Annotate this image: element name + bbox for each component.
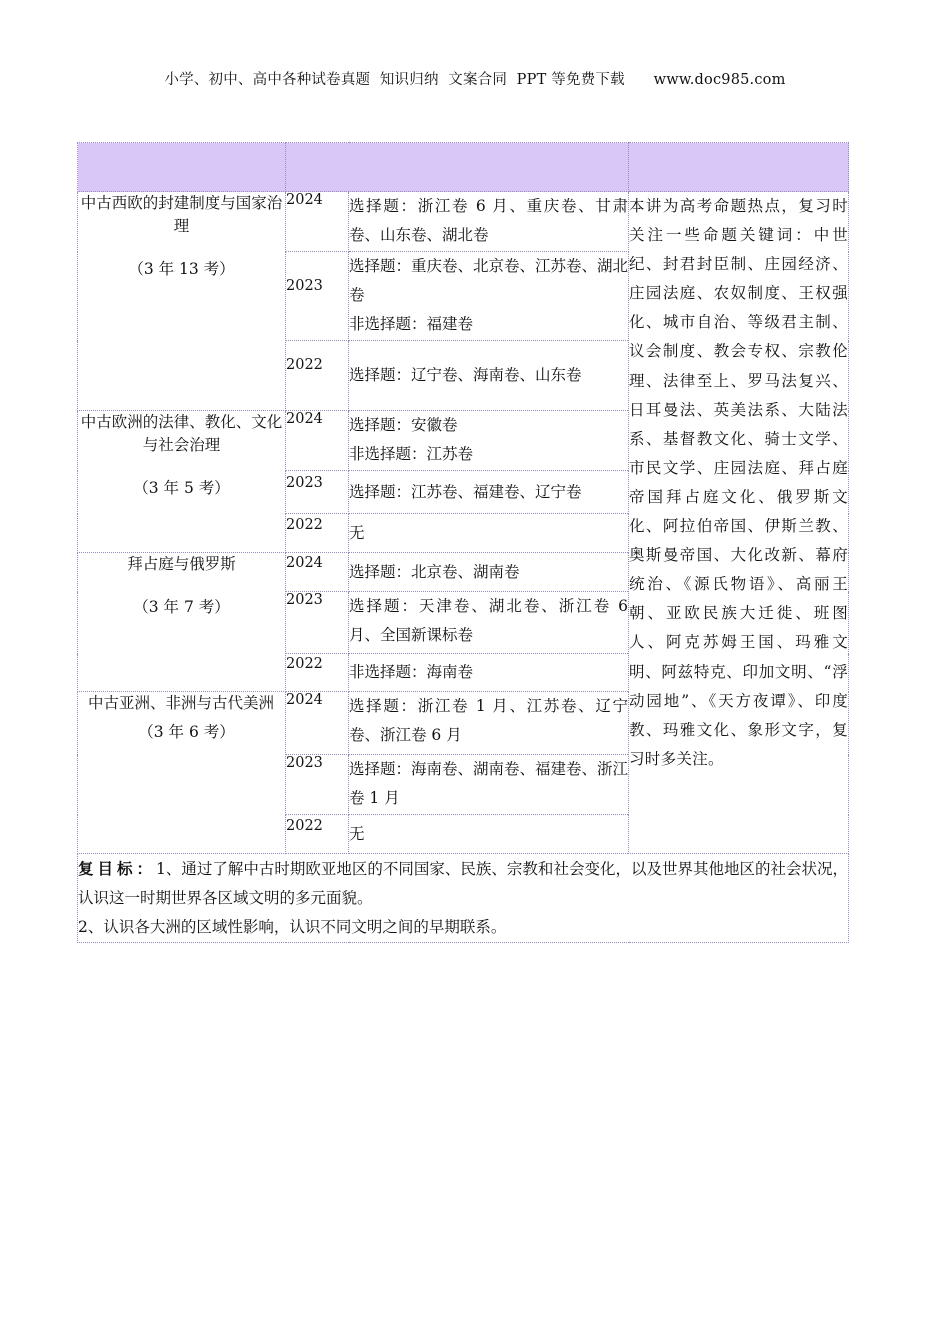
header-cell-keywords <box>629 143 849 192</box>
detail-cell <box>349 592 629 654</box>
year-cell: 2024 <box>286 192 349 252</box>
table-header-row <box>78 143 849 192</box>
goal-item: 1、通过了解中古时期欧亚地区的不同国家、民族、宗教和社会变化，以及世界其他地区的社会状况，认识这一时期世界各区域文明的多元面貌。 <box>78 860 848 907</box>
year-cell: 2022 <box>286 815 349 854</box>
detail-cell <box>349 411 629 471</box>
detail-cell <box>349 514 629 553</box>
topic-cell <box>78 553 286 692</box>
topic-cell <box>78 192 286 411</box>
goals-row <box>78 854 849 943</box>
topic-name: 中古西欧的封建制度与国家治理 <box>80 194 283 235</box>
detail-cell <box>349 815 629 854</box>
detail-line: 选择题：海南卷、湖南卷、福建卷、浙江卷 1 月 <box>349 760 629 807</box>
year-cell: 2024 <box>286 553 349 592</box>
detail-line: 非选择题：福建卷 <box>349 315 474 333</box>
topic-count: （3 年 5 考） <box>133 479 230 497</box>
topic-cell <box>78 411 286 553</box>
detail-line: 无 <box>349 824 365 843</box>
detail-line: 非选择题：海南卷 <box>349 663 474 681</box>
detail-cell <box>349 692 629 755</box>
detail-cell <box>349 341 629 411</box>
year-cell: 2024 <box>286 411 349 471</box>
detail-line: 选择题：重庆卷、北京卷、江苏卷、湖北卷 <box>349 257 629 304</box>
detail-line: 选择题：浙江卷 6 月、重庆卷、甘肃卷、山东卷、湖北卷 <box>349 197 628 244</box>
detail-line: 选择题：天津卷、湖北卷、浙江卷 6 月、全国新课标卷 <box>349 597 628 644</box>
detail-line: 选择题：安徽卷 <box>349 416 458 434</box>
year-cell: 2023 <box>286 471 349 514</box>
year-cell: 2022 <box>286 341 349 411</box>
goal-item: 2、认识各大洲的区域性影响，认识不同文明之间的早期联系。 <box>78 918 507 936</box>
year-cell: 2022 <box>286 654 349 692</box>
header-cell-exams <box>286 143 629 192</box>
goals-label: 复目标： <box>78 859 157 878</box>
detail-cell <box>349 252 629 341</box>
topic-name: 拜占庭与俄罗斯 <box>127 555 236 573</box>
detail-cell <box>349 755 629 815</box>
topic-cell <box>78 692 286 854</box>
exam-analysis-table <box>77 142 849 943</box>
detail-line: 选择题：江苏卷、福建卷、辽宁卷 <box>349 482 582 501</box>
table-row <box>78 192 849 252</box>
year-cell: 2023 <box>286 252 349 341</box>
year-cell: 2022 <box>286 514 349 553</box>
detail-cell <box>349 471 629 514</box>
detail-line: 选择题：辽宁卷、海南卷、山东卷 <box>349 366 582 384</box>
year-cell: 2024 <box>286 692 349 755</box>
year-cell: 2023 <box>286 755 349 815</box>
year-cell: 2023 <box>286 592 349 654</box>
topic-name: 中古欧洲的法律、教化、文化与社会治理 <box>80 413 283 454</box>
detail-cell <box>349 654 629 692</box>
topic-name: 中古亚洲、非洲与古代美洲 <box>88 694 275 712</box>
topic-count: （3 年 13 考） <box>128 260 235 278</box>
detail-line: 非选择题：江苏卷 <box>349 445 474 463</box>
detail-line: 选择题：北京卷、湖南卷 <box>349 562 520 581</box>
header-cell-topic <box>78 143 286 192</box>
detail-line: 选择题：浙江卷 1 月、江苏卷、辽宁卷、浙江卷 6 月 <box>349 697 628 744</box>
detail-line: 无 <box>349 523 365 542</box>
topic-count: （3 年 7 考） <box>133 598 230 616</box>
topic-count: （3 年 6 考） <box>138 723 235 741</box>
page-header: 小学、初中、高中各种试卷真题 知识归纳 文案合同 PPT 等免费下载 www.doc985.com <box>164 72 786 88</box>
detail-cell <box>349 553 629 592</box>
goals-cell <box>78 854 849 943</box>
keywords-cell: 本讲为高考命题热点，复习时关注一些命题关键词：中世纪、封君封臣制、庄园经济、庄园法庭、农奴制度、王权强化、城市自治、等级君主制、议会制度、教会专权、宗教伦理、法律至上、罗马法复兴、日耳曼法、英美法系、大陆法系、基督教文化、骑士文学、市民文学、庄园法庭、拜占庭帝国拜占庭文化、俄罗斯文化、阿拉伯帝国、伊斯兰教、奥斯曼帝国、大化改新、幕府统治、《源氏物语》、高丽王朝、亚欧民族大迁徙、班图人、阿克苏姆王国、玛雅文明、阿兹特克、印加文明、“浮动园地”、《天方夜谭》、印度教、玛雅文化、象形文字，复习时多关注。 <box>629 192 849 854</box>
detail-cell <box>349 192 629 252</box>
